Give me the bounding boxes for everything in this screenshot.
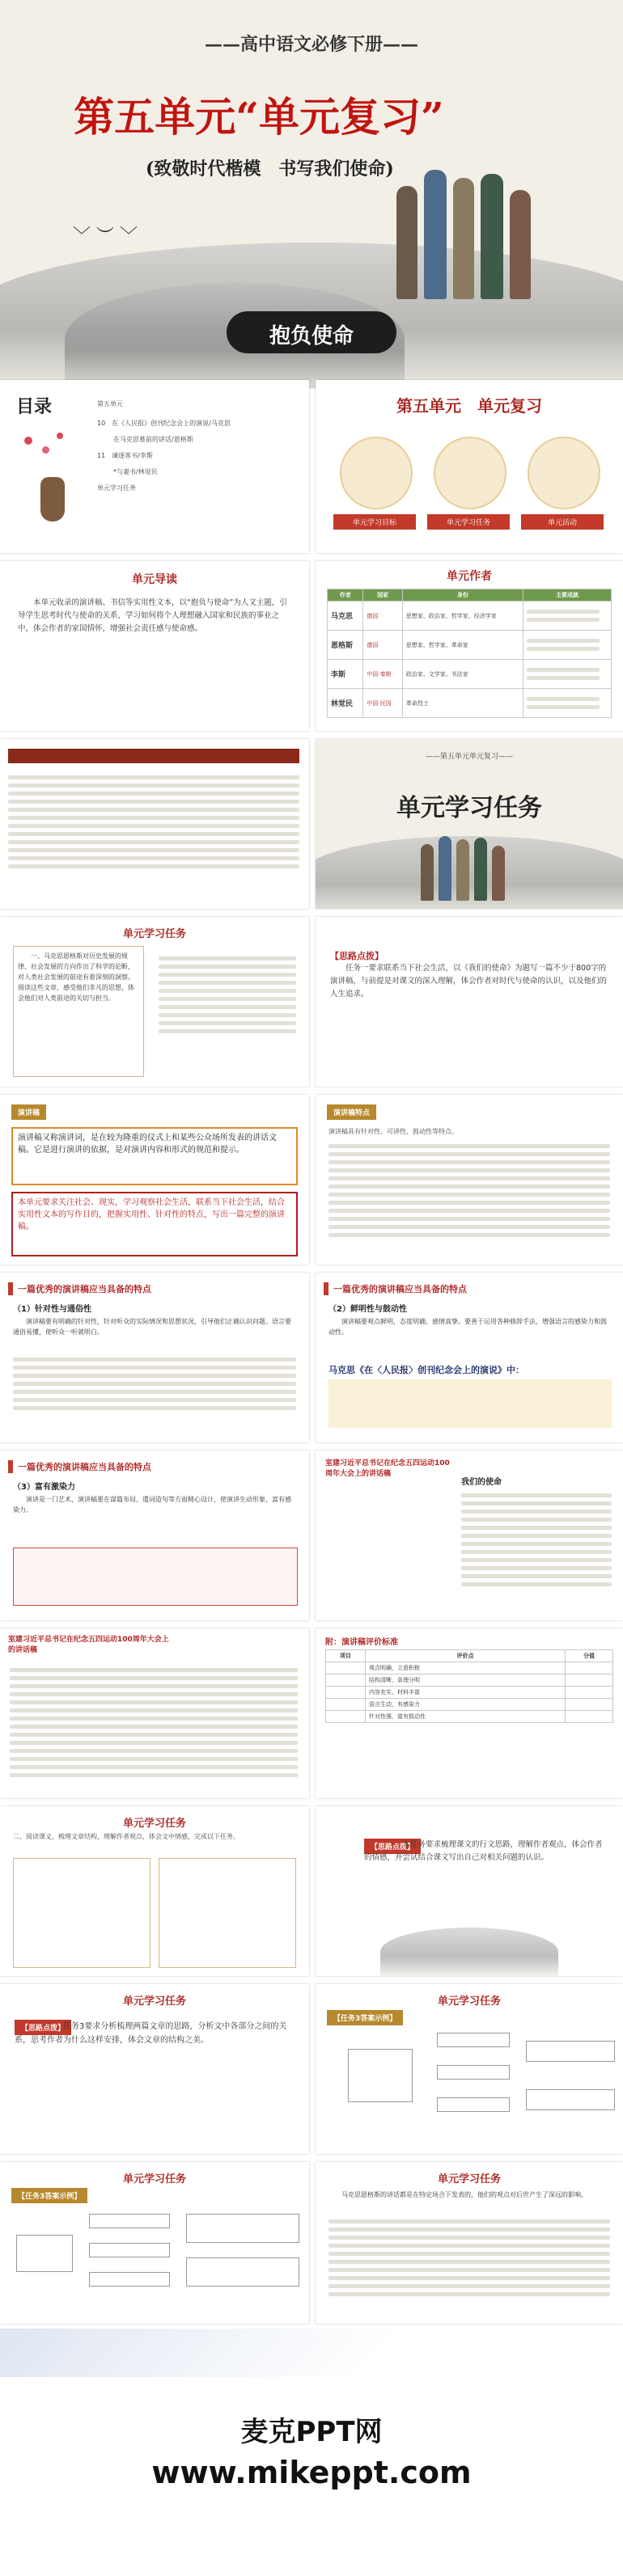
cover-subtitle: (致敬时代楷模 书写我们使命) (146, 158, 394, 179)
task1-right-slide (316, 917, 623, 1087)
features1-title: 一篇优秀的演讲稿应当具备的特点 (18, 1284, 151, 1294)
task3-title: 单元学习任务 (122, 1995, 186, 2008)
unit-task-banner-slide (316, 739, 623, 909)
table-row (328, 660, 612, 689)
goal-circle[interactable] (340, 437, 413, 509)
author-country: 德国 (363, 631, 402, 660)
footer-url[interactable]: www.mikeppt.com (151, 2455, 472, 2490)
task2-hint-tag: 【思路点拨】 (364, 1839, 421, 1854)
toc-item[interactable]: 11 谏逐客书/李斯 (97, 452, 153, 459)
toc-item[interactable]: 在马克思墓前的讲话/恩格斯 (113, 436, 193, 443)
tree-node (437, 2065, 510, 2080)
features1-text: 演讲稿要有明确的针对性，针对听众的实际情况和思想状况，引导他们正确认识问题。语言要通俗易懂，使听众一听就明白。 (13, 1318, 291, 1336)
col-header: 国家 (363, 589, 402, 602)
task4-right-text: 马克思恩格斯的讲话都是在特定场合下发表的，他们的观点对后世产生了深远的影响。 (341, 2191, 587, 2198)
author-role: 思想家、哲学家、革命家 (402, 631, 523, 660)
sample-speech2-title: 室建习近平总书记在纪念五四运动100周年大会上的讲话稿 (8, 1636, 169, 1654)
sample-speech-subtitle: 我们的使命 (461, 1478, 502, 1487)
tree-node (89, 2214, 170, 2228)
task2-box-left (13, 1858, 150, 1968)
features3-point: （3）富有激染力 (13, 1483, 75, 1492)
features2-title: 一篇优秀的演讲稿应当具备的特点 (333, 1284, 467, 1294)
features3-slide (0, 1451, 309, 1620)
author-name: 林觉民 (328, 689, 363, 718)
footer-decoration (0, 2329, 623, 2377)
col-header: 身份 (402, 589, 523, 602)
author-country: 中国·秦朝 (363, 660, 402, 689)
features3-title: 一篇优秀的演讲稿应当具备的特点 (18, 1462, 151, 1472)
task3-slide (0, 1984, 309, 2154)
toc-unit: 第五单元 (97, 400, 123, 408)
author-role: 政治家、文学家、书法家 (402, 660, 523, 689)
overview-table-slide (0, 739, 309, 909)
circles-title: 第五单元 单元复习 (396, 396, 542, 416)
features2-quote-box (328, 1379, 612, 1428)
tree-node (16, 2235, 73, 2272)
intro-slide (0, 561, 309, 731)
footer-brand[interactable]: 麦克PPT网 (240, 2416, 383, 2448)
group-figures-icon (388, 154, 550, 307)
author-slide (316, 561, 623, 731)
toc-item[interactable]: 单元学习任务 (97, 484, 136, 492)
speech-def-highlight: 本单元要求关注社会、现实，学习观察社会生活，联系当下社会生活，结合实用性文本的写作目的，把握实用性、针对性的特点，写出一篇完整的演讲稿。 (18, 1198, 285, 1231)
col-header: 分值 (566, 1650, 613, 1662)
task2-text: 二、阅读课文，梳理文章结构，理解作者观点，体会文中情感，完成以下任务。 (13, 1833, 239, 1840)
task-label: 单元学习任务 (427, 514, 510, 530)
table-row (328, 631, 612, 660)
toc-heading: 目录 (16, 397, 53, 417)
scoring-slide (316, 1628, 623, 1798)
author-country: 德国 (363, 602, 402, 631)
cover-series: ——高中语文必修下册—— (204, 34, 418, 55)
title-bar (324, 1282, 328, 1295)
task1-right-lines (159, 952, 296, 1037)
plum-branch-icon (16, 429, 73, 526)
table-row (326, 1687, 613, 1699)
activity-label: 单元活动 (521, 514, 604, 530)
toc-list (97, 419, 299, 493)
col-header: 作者 (328, 589, 363, 602)
task1-hint-text: 任务一要求联系当下社会生活，以《我们的使命》为题写一篇不少于800字的演讲稿，与前提是对课文的深入理解，体会作者对时代与使命的认识，以及他们的人生追求。 (330, 964, 608, 999)
criterion: 结构清晰，条理分明 (366, 1674, 566, 1687)
author-name: 恩格斯 (328, 631, 363, 660)
table-row (328, 689, 612, 718)
task3-answer-tag: 【任务3答案示例】 (327, 2010, 403, 2025)
table-row (326, 1711, 613, 1723)
col-header: 主要成就 (523, 589, 612, 602)
tree-node (89, 2243, 170, 2257)
overview-header-bar (8, 749, 299, 763)
activity-circle[interactable] (528, 437, 600, 509)
tree-node (186, 2257, 299, 2287)
task4-slide (0, 2162, 309, 2324)
toc-item[interactable]: 10 在《人民报》创刊纪念会上的演说/马克思 (97, 420, 231, 427)
overview-rows (8, 771, 299, 872)
title-bar (8, 1282, 13, 1295)
speech-def-text: 演讲稿又称演讲词，是在较为隆重的仪式上和某些公众场所发表的讲话文稿。它是进行演讲的依据，是对演讲内容和形式的规范和提示。 (18, 1134, 277, 1155)
banner-title: 单元学习任务 (396, 794, 542, 822)
author-country: 中国·民国 (363, 689, 402, 718)
task4-right-lines (328, 2215, 610, 2300)
features2-slide (316, 1273, 623, 1442)
banner-tag: ——第五单元单元复习—— (425, 753, 513, 761)
task3-hint-text: 任务3要求分析梳理两篇文章的思路，分析文中各部分之间的关系，思考作者为什么这样安排，体会文章的结构之美。 (15, 2022, 287, 2045)
sample-speech2-slide (0, 1628, 309, 1798)
table-row (328, 602, 612, 631)
task3-hint-tag: 【思路点拨】 (15, 2020, 71, 2035)
speech-feature-slide (316, 1095, 623, 1265)
sample-speech-lines (461, 1489, 612, 1590)
speech-feature-lines (328, 1140, 610, 1241)
toc-slide (0, 380, 309, 553)
toc-item[interactable]: *与妻书/林觉民 (113, 468, 158, 475)
goal-label: 单元学习目标 (333, 514, 416, 530)
group-figures-icon (421, 828, 518, 901)
circles-slide (316, 380, 623, 553)
author-role: 革命烈士 (402, 689, 523, 718)
criterion: 内容充实，材料丰富 (366, 1687, 566, 1699)
author-name: 李斯 (328, 660, 363, 689)
features3-text: 演讲是一门艺术，演讲稿要在谋篇布局、遣词造句等方面精心设计，使演讲生动形象、富有感染力。 (13, 1496, 291, 1514)
tree-node (437, 2033, 510, 2047)
scoring-table (325, 1649, 613, 1723)
scoring-title: 附：演讲稿评价标准 (325, 1638, 398, 1647)
table-row (326, 1662, 613, 1674)
task1-text: 一、马克思恩格斯对历史发展的规律、社会发展的方向作出了科学的论断，对人类社会发展的前途有着深刻的洞察。阅读这些文章，感受他们非凡的思想，体会他们对人类前途的关切与担当。 (18, 952, 134, 1002)
criterion: 语言生动，有感染力 (366, 1699, 566, 1711)
task4-answer-tag: 【任务3答案示例】 (11, 2188, 87, 2203)
cover-title: 第五单元“单元复习” (74, 93, 444, 141)
features1-lines (13, 1353, 296, 1414)
tree-node (348, 2049, 413, 2102)
features3-example-box (13, 1548, 298, 1606)
sample-speech-title: 室建习近平总书记在纪念五四运动100周年大会上的讲话稿 (325, 1459, 450, 1478)
task1-title: 单元学习任务 (122, 928, 186, 940)
col-header: 项目 (326, 1650, 366, 1662)
features2-highlight: 马克思《在〈人民报〉创刊纪念会上的演说》中： (328, 1365, 524, 1375)
task2-right-slide (316, 1806, 623, 1976)
speech-feature-tag: 演讲稿特点 (327, 1104, 376, 1120)
criterion: 针对性强，富有鼓动性 (366, 1711, 566, 1723)
task4-right-slide (316, 2162, 623, 2324)
sample-speech2-lines (10, 1664, 298, 1781)
author-title: 单元作者 (447, 570, 492, 583)
tree-node (89, 2272, 170, 2287)
intro-title: 单元导读 (132, 573, 177, 586)
task2-hint-text: 本任务要求梳理课文的行文思路，理解作者观点，体会作者的情感，并尝试结合课文写出自己对相关问题的认识。 (364, 1840, 603, 1862)
tree-node (526, 2041, 615, 2062)
table-row (326, 1699, 613, 1711)
task4-right-title: 单元学习任务 (437, 2173, 501, 2185)
tree-node (186, 2214, 299, 2243)
tree-node (526, 2089, 615, 2110)
task3-right-title: 单元学习任务 (437, 1995, 501, 2008)
task4-title: 单元学习任务 (122, 2173, 186, 2185)
speech-def-slide (0, 1095, 309, 1265)
features2-text: 演讲稿要观点鲜明，态度明确，感情真挚。要善于运用各种修辞手法，增强语言的感染力和鼓动性。 (328, 1318, 607, 1336)
sample-speech-slide (316, 1451, 623, 1620)
author-role: 思想家、政治家、哲学家、经济学家 (402, 602, 523, 631)
features2-point: （2）鲜明性与鼓动性 (328, 1305, 407, 1314)
author-name: 马克思 (328, 602, 363, 631)
task1-hint-tag: 【思路点拨】 (330, 951, 384, 961)
title-bar (8, 1460, 13, 1473)
speech-feature-text: 演讲稿具有针对性、可讲性、鼓动性等特点。 (328, 1128, 458, 1135)
cover-badge-text: 抱负使命 (269, 324, 354, 348)
cover-slide (0, 0, 623, 388)
table-row (326, 1674, 613, 1687)
task2-slide (0, 1806, 309, 1976)
author-table (327, 589, 612, 718)
task-circle[interactable] (434, 437, 506, 509)
task2-box-right (159, 1858, 296, 1968)
task1-slide (0, 917, 309, 1087)
col-header: 评价点 (366, 1650, 566, 1662)
task3-right-slide (316, 1984, 623, 2154)
speech-def-tag: 演讲稿 (11, 1104, 46, 1120)
footer (0, 2329, 623, 2576)
task2-title: 单元学习任务 (122, 1818, 186, 1830)
intro-text: 本单元收录的演讲稿、书信等实用性文本，以“抱负与使命”为人文主题，引导学生思考时代与使命的关系，学习如何将个人理想融入国家和民族的事业之中，体会作者的家国情怀，增强社会责任感与使命感。 (18, 598, 287, 633)
birds-icon: ﹀ ︶ ﹀ (73, 226, 138, 247)
features1-slide (0, 1273, 309, 1442)
features1-point: （1）针对性与通俗性 (13, 1305, 91, 1314)
tree-node (437, 2097, 510, 2112)
criterion: 观点明确，立意积极 (366, 1662, 566, 1674)
